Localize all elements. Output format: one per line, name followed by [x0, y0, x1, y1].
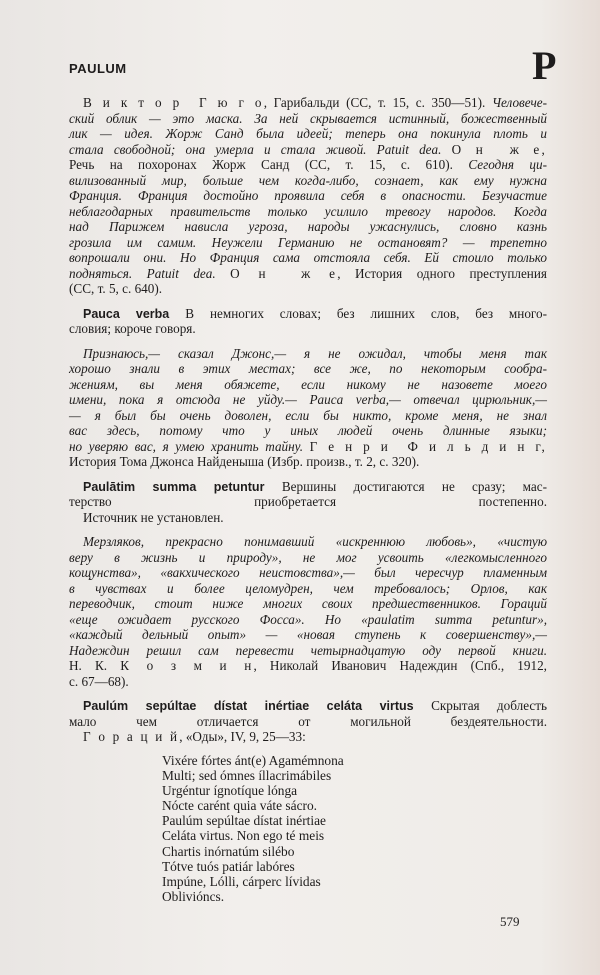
text-line: [69, 392, 547, 408]
text-run: Франция. Франция достойно проявила себя в опасности. Безучастие: [69, 188, 547, 203]
text-run: переводчик, стоит ниже многих своих предшественников. Гораций: [69, 596, 547, 611]
text-run: О н ж е,: [451, 141, 547, 157]
text-run: Надеждин решил сам перевести четырнадцатую оду первой книги.: [69, 642, 547, 658]
text-line: [69, 454, 547, 470]
text-line: [69, 266, 547, 282]
text-line: [69, 157, 547, 173]
verse-line: Paulúm sepúltae dístat inértiae: [162, 813, 326, 829]
text-line: [69, 714, 547, 730]
headword: Paulúm sepúltae dístat inértiae celáta virtus: [83, 699, 432, 713]
verse-line: Nócte carént quia váte sácro.: [162, 798, 318, 814]
text-line: [69, 408, 547, 424]
text-run: Источник не установлен.: [83, 509, 224, 525]
text-run: хорошо знали в этих местах; все же, по некоторым сообра-: [69, 361, 547, 376]
entry-paulum-sepultae: [69, 698, 547, 745]
entry-pauca-verba: [69, 306, 547, 337]
text-run: , «Оды», IV, 9, 25—33:: [179, 729, 306, 744]
text-run: в чувствах и более целомудрен, чем требовалось; Орлов, как: [69, 580, 547, 596]
hugo-quote-paragraph: [69, 95, 547, 297]
verse-line: Oblivióncs.: [162, 889, 225, 905]
text-line: [69, 111, 547, 127]
text-run: История Тома Джонса Найденыша (Избр. произв., т. 2, с. 320).: [69, 454, 420, 469]
page-number: 579: [500, 914, 520, 929]
text-run: над Парижем нависла угроза, народы ужаснулись, словно казнь: [69, 219, 547, 234]
verse-line: Urgéntur ígnotíque lónga: [162, 782, 298, 798]
text-run: мало чем отличается от могильной бездеятельности.: [69, 713, 547, 729]
text-line: [69, 612, 547, 628]
headword: Paulātim summa petuntur: [83, 479, 282, 494]
text-line: [69, 250, 547, 266]
text-line: [69, 204, 547, 220]
text-run: ский облик — это маска. За ней скрывается истинный, божественный: [69, 110, 547, 126]
text-line: [69, 346, 547, 362]
text-run: , Николай Иванович Надеждин (Спб., 1912,: [253, 658, 547, 673]
text-line: [69, 581, 547, 597]
text-line: [69, 306, 547, 322]
text-run: В немногих словах; без лишних слов, без много-: [185, 305, 547, 321]
section-letter: P: [532, 43, 557, 88]
text-line: [69, 95, 547, 111]
verse-line: Vixére fórtes ánt(e) Agamémnona: [162, 752, 344, 768]
text-run: Речь на похоронах Жорж Санд (СС, т. 15, с. 610).: [69, 157, 469, 172]
text-line: [69, 142, 547, 158]
text-line: [69, 439, 547, 455]
text-run: неблагодарных правительств только усилило тревогу народов. Когда: [69, 203, 547, 219]
text-line: [69, 235, 547, 251]
text-run: подняться. Patuit dea.: [69, 265, 231, 281]
text-run: Г е н р и Ф и л ь д и н г,: [309, 438, 548, 454]
text-run: О н ж е: [230, 265, 338, 281]
text-run: , История одного преступления: [337, 265, 547, 281]
text-run: жениям, вы меня обяжете, если никому не назовете моего: [69, 376, 547, 392]
text-run: кощунства», «вакхического неистовства»,— был чересчур пламенным: [69, 565, 547, 580]
text-line: [69, 188, 547, 204]
text-run: вилизованный мир, больше чем когда-либо, сознает, как ему нужна: [69, 172, 547, 188]
text-run: но уверяю вас, я умею хранить тайну.: [69, 438, 310, 454]
running-head: PAULUM: [69, 61, 127, 76]
text-run: , Гарибальди (СС, т. 15, с. 350—51).: [263, 95, 492, 110]
text-run: с. 67—68).: [69, 673, 129, 689]
verse-line: Multi; sed ómnes íllacrimábiles: [162, 767, 332, 783]
entry-paulatim: [69, 479, 547, 526]
verse-line: Impúne, Lólli, cárperc lívidas: [162, 874, 321, 889]
text-line: [69, 321, 547, 337]
text-line: [69, 565, 547, 581]
text-line: [69, 494, 547, 510]
text-run: вас здесь, потому что у иных людей очень длинные языки;: [69, 423, 547, 438]
text-line: [69, 658, 547, 674]
text-run: грозила им самим. Неужели Германию не остановят? — трепетно: [69, 234, 547, 250]
text-line: [69, 377, 547, 393]
text-line: [69, 643, 547, 659]
text-line: [69, 126, 547, 142]
text-line: [69, 698, 547, 714]
text-line: [69, 596, 547, 612]
text-run: Сегодня ци-: [468, 157, 547, 172]
text-run: (СС, т. 5, с. 640).: [69, 281, 163, 296]
text-run: Г о р а ц и й: [83, 729, 180, 744]
text-run: стала свободной; она умерла и стала живой. Patuit dea.: [69, 141, 452, 157]
merzlyakov-quote-paragraph: [69, 534, 547, 689]
text-run: — я был бы очень доволен, если бы никто, кроме меня, не знал: [69, 407, 547, 423]
text-run: терство приобретается постепенно.: [69, 494, 547, 509]
verse-line: Celáta virtus. Non ego té meis: [162, 828, 325, 844]
text-run: К о з м и н: [120, 658, 254, 673]
text-line: [69, 219, 547, 235]
text-run: Человече-: [491, 95, 547, 110]
text-line: [69, 479, 547, 495]
text-run: Мерзляков, прекрасно понимавший «искреннюю любовь», «чистую: [83, 534, 547, 549]
text-line: [69, 674, 547, 690]
text-run: «еще ожидает русского Фосса». Но «paulatim summa petuntur»,: [69, 611, 547, 627]
text-run: Скрытая доблесть: [431, 698, 548, 713]
text-run: словия; короче говоря.: [69, 321, 196, 336]
horace-ode-verse: [162, 753, 547, 905]
text-run: Признаюсь,— сказал Джонс,— я не ожидал, чтобы меня так: [83, 345, 547, 361]
text-run: «каждый дельный опыт» — «новая ступень к совершенству»,—: [69, 627, 547, 642]
fielding-quote-paragraph: [69, 346, 547, 470]
text-line: [69, 173, 547, 189]
text-line: [69, 627, 547, 643]
text-line: [69, 281, 547, 297]
text-line: [69, 423, 547, 439]
text-run: В и к т о р Г ю г о: [83, 95, 264, 110]
headword: Pauca verba: [83, 306, 186, 321]
verse-line: Chartis inórnatúm silébo: [162, 843, 295, 859]
text-run: Вершины достигаются не сразу; мас-: [281, 478, 547, 494]
text-line: [69, 550, 547, 566]
verse-line: Tótve tuós patiár labóres: [162, 858, 295, 874]
text-run: Н. К.: [69, 658, 121, 673]
text-run: лик — идея. Жорж Санд была идеей; теперь она покинула плоть и: [69, 126, 547, 141]
text-line: [69, 361, 547, 377]
text-run: веру в жизнь и природу», не мог усвоить «легкомысленного: [69, 549, 547, 565]
text-line: [69, 534, 547, 550]
page-body: [69, 95, 547, 904]
text-line: [69, 729, 547, 745]
text-run: имени, пока я отсюда не уйду.— Pauca verba,— отвечал цирюльник,—: [69, 392, 547, 407]
text-line: [69, 510, 547, 526]
text-run: вопрошали они. Но Франция сама отстояла себя. Ей стоило только: [69, 250, 547, 265]
